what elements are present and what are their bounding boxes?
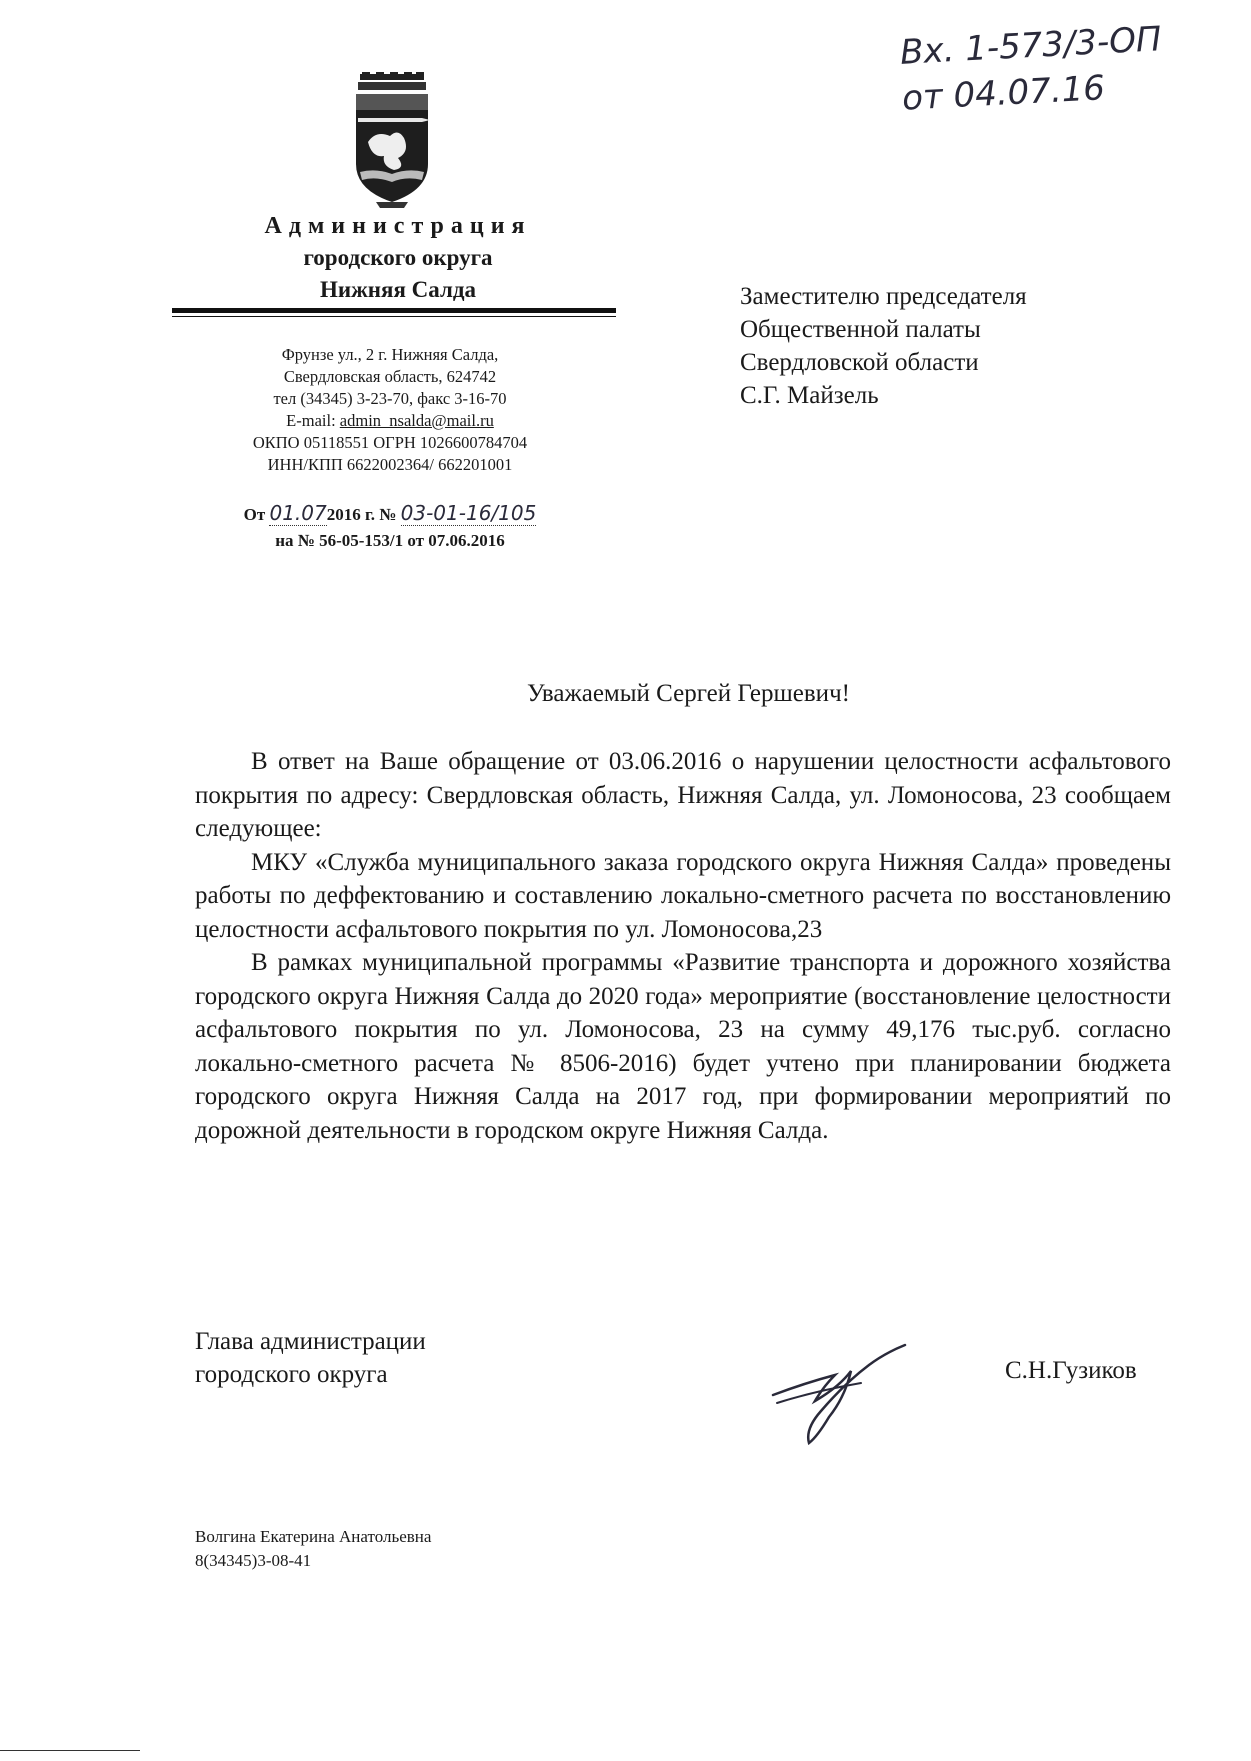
letter-body <box>195 745 1171 1147</box>
body-paragraph-3: В рамках муниципальной программы «Развитие транспорта и дорожного хозяйства городского округа Нижняя Салда до 2020 года» мероприятие (восстановление целостности асфальтового покрытия по ул. Ломоносова, 23 на сумму 49,176 тыс.руб. согласно локально-сметного расчета № 8506-2016) будет учтено при планировании бюджета городского округа Нижняя Салда на 2017 год, при формировании мероприятий по дорожной деятельности в городском округе Нижняя Салда. <box>195 949 1171 1144</box>
executor-name: Волгина Екатерина Анатольевна <box>195 1527 432 1546</box>
coat-of-arms-emblem <box>346 72 438 210</box>
organization-title: Администрация <box>264 213 532 239</box>
handwritten-date: 01.07 <box>269 501 327 525</box>
body-paragraph-1: В ответ на Ваше обращение от 03.06.2016 о нарушении целостности асфальтового покрытия по адресу: Свердловская область, Нижняя Салда, ул. Ломоносова, 23 сообщаем следующее: <box>195 748 1171 842</box>
footer-divider <box>0 1750 140 1751</box>
organization-contacts <box>190 344 590 476</box>
addressee-line-1: Заместителю председателя <box>740 283 1027 310</box>
okpo-line: ОКПО 05118551 ОГРН 1026600784704 <box>252 433 528 452</box>
address-line-2: Свердловская область, 624742 <box>283 367 497 386</box>
signatory-position <box>195 1325 426 1391</box>
outgoing-number-line <box>190 500 590 528</box>
position-line-2: городского округа <box>195 1361 388 1388</box>
organization-header <box>173 210 623 306</box>
from-prefix: От <box>243 505 270 524</box>
phone-line: тел (34345) 3-23-70, факс 3-16-70 <box>273 389 507 408</box>
addressee-line-4: С.Г. Майзель <box>740 382 879 409</box>
address-line-1: Фрунзе ул., 2 г. Нижняя Салда, <box>281 345 499 364</box>
email-label: E-mail: <box>286 411 340 430</box>
outgoing-registration <box>190 500 590 554</box>
reply-reference: на № 56-05-153/1 от 07.06.2016 <box>275 531 505 550</box>
addressee-line-2: Общественной палаты <box>740 316 981 343</box>
executor-phone: 8(34345)3-08-41 <box>195 1551 312 1570</box>
year-and-number-label: 2016 г. № <box>326 505 401 524</box>
handwritten-number: 03-01-16/105 <box>400 501 537 525</box>
inn-line: ИНН/КПП 6622002364/ 662201001 <box>267 455 513 474</box>
organization-subtitle-1: городского округа <box>303 245 493 270</box>
addressee-block <box>740 280 1027 412</box>
header-divider-thick <box>172 308 616 313</box>
addressee-line-3: Свердловской области <box>740 349 979 376</box>
signatory-name: С.Н.Гузиков <box>1005 1357 1137 1384</box>
handwritten-signature <box>765 1325 915 1445</box>
position-line-1: Глава администрации <box>195 1328 426 1355</box>
executor-info <box>195 1525 431 1573</box>
body-paragraph-2: МКУ «Служба муниципального заказа городского округа Нижняя Салда» проведены работы по деффектованию и составлению локально-сметного расчета по восстановлению целостности асфальтового покрытия по ул. Ломоносова,23 <box>195 848 1171 943</box>
email-line <box>190 410 590 432</box>
email-link[interactable]: admin_nsalda@mail.ru <box>339 411 494 430</box>
header-divider-thin <box>172 316 616 317</box>
incoming-registration-stamp <box>899 19 1200 132</box>
greeting: Уважаемый Сергей Гершевич! <box>527 680 850 707</box>
organization-subtitle-2: Нижняя Салда <box>319 277 477 302</box>
stamp-line-2: от 04.07.16 <box>901 68 1106 119</box>
stamp-line-1: Вх. 1-573/3-ОП <box>899 19 1163 73</box>
